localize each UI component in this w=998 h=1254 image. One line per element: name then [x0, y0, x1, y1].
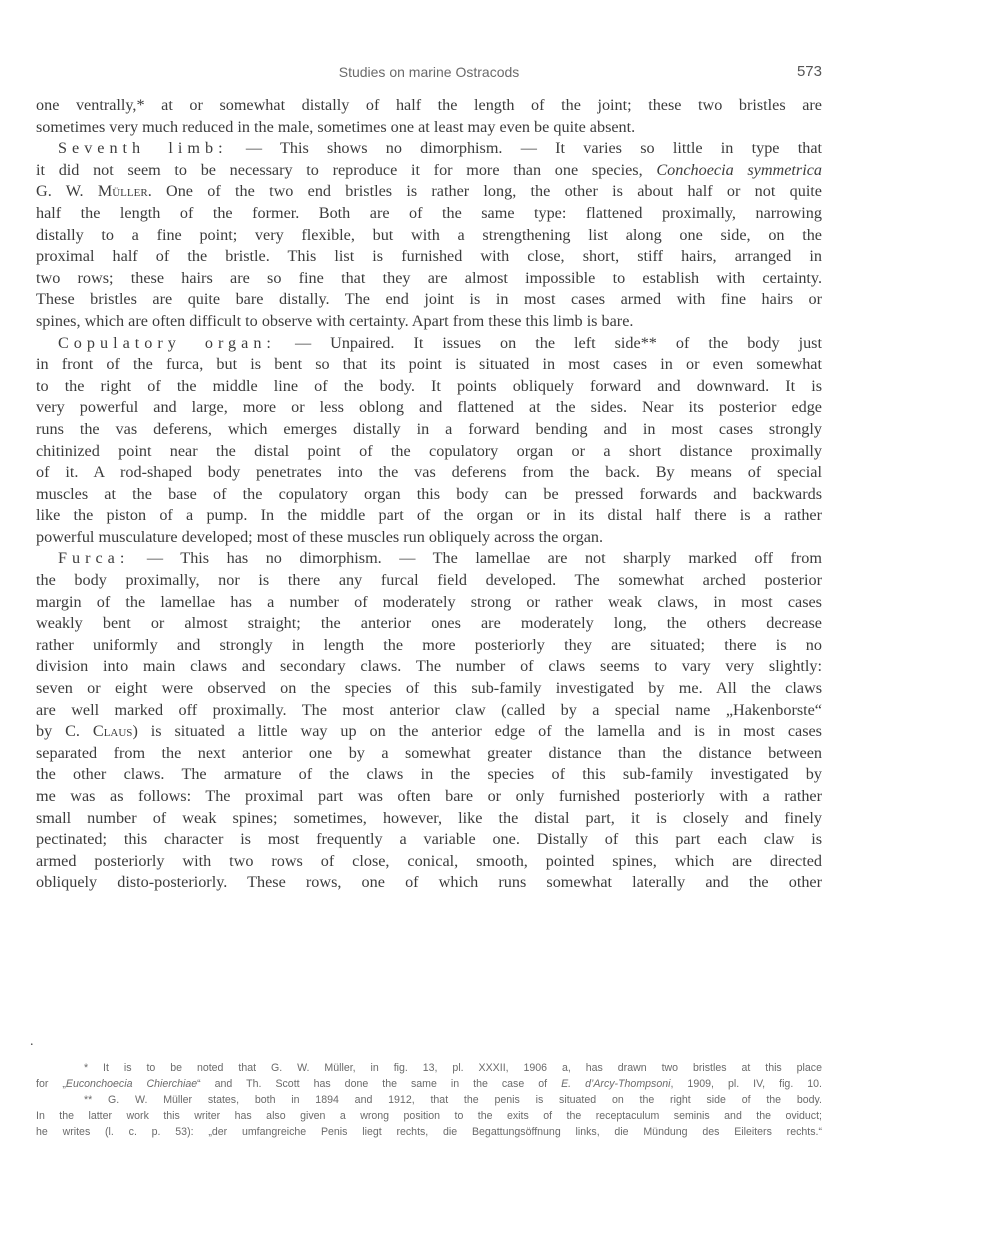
species-name: Conchoecia symmetrica [656, 160, 822, 179]
margin-mark: . [30, 1034, 34, 1049]
text-line: seven or eight were observed on the species of this sub-family investigated by me. All the claws [36, 679, 822, 698]
text-line: like the piston of a pump. In the middle part of the organ or in its distal half there is a rather [36, 506, 822, 525]
footnote-line: he writes (l. c. p. 53): „der umfangreiche Penis liegt rechts, die Begattungsöffnung links, die Mündung des Eileiters rechts.“ [36, 1126, 822, 1138]
text-line: spines, which are often difficult to observe with certainty. Apart from these this limb is bare. [36, 311, 634, 330]
text-line: sometimes very much reduced in the male, sometimes one at least may even be quite absent. [36, 117, 636, 136]
text-line: are well marked off proximally. The most anterior claw (called by a special name „Hakenborste“ [36, 700, 822, 719]
text-line: These bristles are quite bare distally. The end joint is in most cases armed with fine hairs or [36, 290, 822, 309]
text-line: half the length of the former. Both are of the same type: flattened proximally, narrowing [36, 203, 822, 222]
text-line: of it. A rod-shaped body penetrates into the vas deferens from the back. By means of special [36, 463, 822, 482]
text-line: Furca: — This has no dimorphism. — The lamellae are not sharply marked off from [58, 549, 822, 568]
author-name: G. W. Müller [36, 182, 148, 201]
text-line: G. W. Müller. One of the two end bristles is rather long, the other is about half or not quite [36, 182, 822, 201]
page-number: 573 [796, 63, 822, 80]
text-line: small number of weak spines; sometimes, however, like the distal part, it is closely and finely [36, 808, 822, 827]
text-line: chitinized point near the distal point of the copulatory organ or a short distance proximally [36, 441, 822, 460]
text-line: obliquely disto-posteriorly. These rows, one of which runs somewhat laterally and the other [36, 873, 822, 892]
text-line: division into main claws and secondary claws. The number of claws seems to vary very slightly: [36, 657, 822, 676]
text-line: Seventh limb: — This shows no dimorphism. — It varies so little in type that [58, 139, 822, 158]
text-line: it did not seem to be necessary to reproduce it for more than one species, Conchoecia symmetrica [36, 160, 822, 179]
text-line: separated from the next anterior one by a somewhat greater distance than the distance between [36, 743, 822, 762]
body-text [36, 95, 822, 894]
footnotes [36, 1060, 822, 1140]
text-line: very powerful and large, more or less oblong and flattened at the sides. Near its posterior edge [36, 398, 822, 417]
text-line: armed posteriorly with two rows of close, conical, smooth, pointed spines, which are directed [36, 851, 822, 870]
text-line: distally to a fine point; very flexible, but with a strengthening list along one side, on the [36, 225, 822, 244]
section-heading-copulatory-organ: Copulatory organ: [58, 333, 276, 352]
text-line: two rows; these hairs are so fine that they are almost impossible to establish with certainty. [36, 268, 822, 287]
text-line: the other claws. The armature of the claws in the species of this sub-family investigated by [36, 765, 822, 784]
text-line: to the right of the middle line of the body. It points obliquely forward and downward. It is [36, 376, 822, 395]
text-line: me was as follows: The proximal part was often bare or only furnished posteriorly with a rather [36, 787, 822, 805]
running-title: Studies on marine Ostracods [338, 64, 520, 80]
text-line: rather uniformly and strongly in length the more posteriorly they are situated; there is no [36, 635, 822, 654]
text-line: margin of the lamellae has a number of moderately strong or rather weak claws, in most cases [36, 592, 822, 611]
text-line: one ventrally,* at or somewhat distally of half the length of the joint; these two bristles are [36, 96, 822, 114]
species-name: Euconchoecia Chierchiae [65, 1078, 198, 1090]
footnote-line: ** G. W. Müller states, both in 1894 and 1912, that the penis is situated on the right side of the body. [84, 1094, 822, 1106]
text-line: by C. Claus) is situated a little way up on the anterior edge of the lamella and is in most cases [36, 722, 822, 741]
footnote-line: In the latter work this writer has also given a wrong position to the exits of the receptaculum seminis and the oviduct; [36, 1110, 822, 1122]
text-line: in front of the furca, but is bent so that its point is situated in most cases in or even somewhat [36, 355, 822, 374]
text-line: powerful musculature developed; most of these muscles run obliquely across the organ. [36, 527, 604, 546]
footnote-line: for „Euconchoecia Chierchiae“ and Th. Scott has done the same in the case of E. d’Arcy-Thompsoni, 1909, pl. IV, fig. 10. [36, 1078, 822, 1090]
text-line: proximal half of the bristle. This list is furnished with close, short, stiff hairs, arranged in [36, 247, 822, 266]
text-line: weakly bent or almost straight; the anterior ones are moderately long, the others decrease [36, 614, 822, 633]
author-name: Claus [92, 722, 133, 741]
text-line: the body proximally, nor is there any furcal field developed. The somewhat arched posterior [36, 571, 822, 590]
section-heading-seventh-limb: Seventh limb: [58, 139, 228, 158]
species-name: E. d’Arcy-Thompsoni [561, 1078, 671, 1090]
section-heading-furca: Furca: [58, 549, 130, 568]
footnote-line: * It is to be noted that G. W. Müller, in fig. 13, pl. XXXII, 1906 a, has drawn two bristles at this place [84, 1062, 822, 1074]
text-line: Copulatory organ: — Unpaired. It issues on the left side** of the body just [58, 333, 822, 352]
text-line: muscles at the base of the copulatory organ this body can be pressed forwards and backwards [36, 484, 822, 503]
text-line: runs the vas deferens, which emerges distally in a forward bending and in most cases strongly [36, 419, 822, 438]
text-line: pectinated; this character is most frequently a variable one. Distally of this part each claw is [36, 830, 822, 849]
